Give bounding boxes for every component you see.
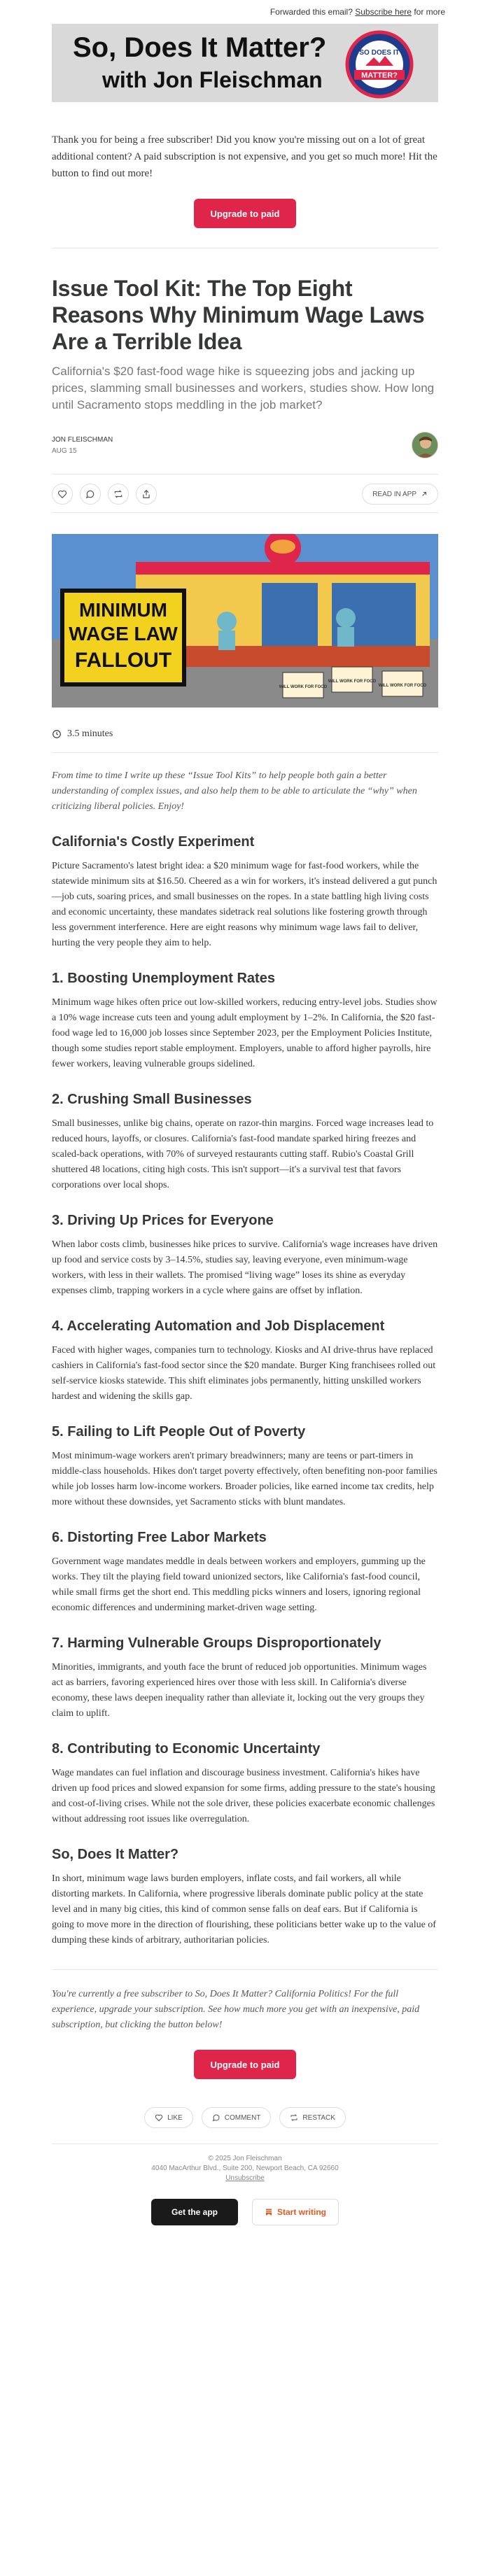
intro-paragraph: Thank you for being a free subscriber! Did you know you're missing out on a lot of great additional content? A paid subscription is not expensive, and you get so much more! Hit the button to find out more!: [52, 134, 438, 179]
heart-icon: [57, 489, 67, 499]
banner-title: So, Does It Matter?: [73, 32, 327, 63]
clock-icon: [52, 729, 62, 739]
forward-suffix: for more: [414, 7, 445, 17]
section-heading: 8. Contributing to Economic Uncertainty: [52, 1741, 321, 1757]
read-in-app-button[interactable]: [362, 484, 438, 505]
hero-sign-line1: MINIMUM: [79, 599, 167, 621]
upgrade-button-bottom[interactable]: Upgrade to paid: [194, 2050, 296, 2079]
section-body: Picture Sacramento's latest bright idea: a $20 minimum wage for fast-food workers, while the statewide minimum sits at $16.50. Cheered as a win for workers, it's instead delivered a gut punch—job cuts, soaring prices, and small businesses on the ropes. In a state battling high living costs and economic uncertainty, these mandates sidetrack real solutions like fostering growth through less government interference. Here are eight reasons why minimum wage laws fail to deliver, hurting the very people they aim to help.: [52, 861, 438, 948]
heart-icon: [155, 2113, 163, 2122]
section-heading: California's Costly Experiment: [52, 834, 255, 850]
start-writing-button[interactable]: [252, 2199, 339, 2225]
section-heading: 5. Failing to Lift People Out of Poverty: [52, 1424, 306, 1440]
lede-paragraph: From time to time I write up these “Issue Tool Kits” to help people both gain a better understanding of complex issues, and also help them to be able to articulate the “why” when criticizing liberal policies. Enjoy!: [52, 770, 417, 812]
divider: [52, 1969, 438, 1970]
forward-bar: [0, 0, 490, 24]
section-body: Government wage mandates meddle in deals between workers and employers, gumming up the works. They tilt the playing field toward unionized sectors, like California's fast-food council, while small firms get the short end. This meddling picks winners and losers, ignoring regional economic differences and undermining market-driven wage setting.: [52, 1556, 426, 1613]
section-body: Most minimum-wage workers aren't primary breadwinners; many are teens or part-timers in middle-class households. Hikes don't target poverty effectively, often benefiting non-poor families while job losses harm low-income workers. Broader policies, like earned income tax credits, help more without these downsides, yet Sacramento sticks with blunt mandates.: [52, 1451, 438, 1507]
hero-sign-line3: FALLOUT: [74, 649, 172, 672]
comment-label: COMMENT: [224, 2113, 261, 2122]
section-heading: 6. Distorting Free Labor Markets: [52, 1530, 267, 1545]
author-avatar-icon: [412, 432, 438, 458]
subscribe-link[interactable]: Subscribe here: [355, 7, 412, 17]
badge-bottom-text: MATTER?: [361, 71, 398, 80]
section-heading: 1. Boosting Unemployment Rates: [52, 971, 275, 986]
restack-icon: [290, 2113, 298, 2122]
hero-sign-line2: WAGE LAW: [69, 623, 178, 645]
forward-text: Forwarded this email?: [270, 7, 353, 17]
bottom-spacer: [52, 2225, 438, 2242]
post-actions-bar: [52, 474, 438, 513]
section-body: Wage mandates can fuel inflation and discourage business investment. California's hikes have driven up food prices and slowed expansion for some firms, adding pressure to the state's housing and cost-of-living crises. While not the sole driver, these policies exacerbate economic challenges without addressing root issues like overregulation.: [52, 1768, 435, 1824]
unsubscribe-link[interactable]: Unsubscribe: [225, 2174, 265, 2182]
section-body: When labor costs climb, businesses hike prices to survive. California's wage increases have driven up food and service costs by 3–14.5%, studies say, leaving everyone, even minimum-wage workers, with less in their wallets. The promised “living wage” loses its shine as everyday expenses climb, trapping workers in a cycle where gains are offset by inflation.: [52, 1239, 438, 1296]
hero-image[interactable]: [52, 534, 438, 708]
section-body: Minorities, immigrants, and youth face the brunt of reduced job opportunities. Minimum wages act as barriers, favoring experienced hires over those with less skill. In California's diverse economy, these laws deepen inequality rather than alleviate it, locking out the very groups they claim to uplift.: [52, 1662, 427, 1719]
section-body: Minimum wage hikes often price out low-skilled workers, reducing entry-level jobs. Studies show a 10% wage increase cuts teen and young adult employment by 1–2%. In California, the $20 fast-food wage led to 16,000 job losses since September 2023, per the Employment Policies Institute, though some studies report stable employment. Employers, unable to afford higher payrolls, hire fewer workers, leaving vulnerable groups sidelined.: [52, 997, 438, 1069]
byline: [52, 429, 438, 460]
start-writing-label: Start writing: [276, 2207, 326, 2217]
footer-restack-button[interactable]: [279, 2107, 346, 2128]
divider: [52, 752, 438, 753]
restack-button[interactable]: [108, 484, 129, 505]
share-button[interactable]: [136, 484, 157, 505]
email-body: [52, 24, 438, 2242]
section-heading: 3. Driving Up Prices for Everyone: [52, 1213, 274, 1228]
post-subtitle: California's $20 fast-food wage hike is squeezing jobs and jacking up prices, slamming small businesses and workers, studies show. How long until Sacramento stops meddling in the job market?: [52, 365, 435, 411]
like-label: LIKE: [167, 2113, 183, 2122]
hero-card-3: WILL WORK FOR FOOD: [378, 684, 427, 688]
article-body: [52, 834, 438, 1948]
copyright: © 2025 Jon Fleischman: [208, 2155, 282, 2162]
restack-label: RESTACK: [302, 2113, 335, 2122]
post-date: AUG 15: [52, 447, 77, 455]
banner-subtitle: with Jon Fleischman: [102, 67, 323, 92]
section-heading: 2. Crushing Small Businesses: [52, 1092, 252, 1107]
comment-icon: [85, 489, 95, 499]
like-button[interactable]: [52, 484, 73, 505]
section-body: Faced with higher wages, companies turn to technology. Kiosks and AI drive-thrus have replaced cashiers in California's fast-food sector since the $20 mandate. Burger King franchisees rolled out self-service kiosks statewide. This shift eliminates jobs permanently, hitting unskilled workers hardest and widening the skills gap.: [52, 1345, 436, 1402]
read-time: [52, 729, 438, 740]
comment-icon: [212, 2113, 220, 2122]
postal-address: 4040 MacArthur Blvd., Suite 200, Newport Beach, CA 92660: [151, 2165, 339, 2172]
section-heading: So, Does It Matter?: [52, 1847, 179, 1862]
app-buttons: [52, 2199, 438, 2225]
outro-paragraph: You're currently a free subscriber to So, Does It Matter? California Politics! For the full experience, upgrade your subscription. See how much more you get with an inexpensive, paid subscription, but clicking the button below!: [52, 1989, 420, 2030]
section-body: Small businesses, unlike big chains, operate on razor-thin margins. Forced wage increases lead to reduced hours, layoffs, or closures. California's fast-food mandate sparked hiring freezes and scaled-back operations, with 70% of surveyed restaurants cutting staff. Rubio's Coastal Grill shuttered 48 locations, citing high costs. This isn't support—it's a survival test that favors corporations over local shops.: [52, 1118, 434, 1190]
badge-top-text: SO DOES IT: [359, 49, 400, 57]
get-app-button[interactable]: Get the app: [151, 2199, 238, 2225]
arrow-up-right-icon: [421, 491, 428, 498]
share-icon: [141, 489, 151, 499]
upgrade-button-top[interactable]: Upgrade to paid: [194, 199, 296, 228]
post-title[interactable]: Issue Tool Kit: The Top Eight Reasons Why Minimum Wage Laws Are a Terrible Idea: [52, 276, 425, 354]
section-heading: 4. Accelerating Automation and Job Displacement: [52, 1318, 385, 1334]
read-time-text: 3.5 minutes: [67, 729, 113, 739]
restack-icon: [113, 489, 123, 499]
comment-button[interactable]: [80, 484, 101, 505]
section-body: In short, minimum wage laws burden employers, inflate costs, and fail workers, all while distorting markets. In California, where progressive liberals dominate public policy at the state level and in many big cities, this kind of common sense falls on deaf ears. But if California is going to move more in the direction of flourishing, these politicians better wake up to the value of dumping these kinds of arbitrary, authoritarian policies.: [52, 1873, 436, 1945]
avatar[interactable]: [412, 432, 438, 458]
author-name[interactable]: JON FLEISCHMAN: [52, 436, 113, 444]
footer-actions: [52, 2107, 438, 2128]
hero-card-2: WILL WORK FOR FOOD: [328, 680, 377, 684]
section-heading: 7. Harming Vulnerable Groups Disproportionately: [52, 1635, 382, 1651]
footer-comment-button[interactable]: [202, 2107, 272, 2128]
footer-like-button[interactable]: [144, 2107, 193, 2128]
hero-card-1: WILL WORK FOR FOOD: [279, 685, 328, 689]
substack-logo-icon: [265, 2208, 273, 2216]
publication-banner[interactable]: [52, 24, 438, 102]
logo-badge-icon: [344, 29, 414, 99]
footer-address: [52, 2154, 438, 2183]
read-in-app-label: READ IN APP: [372, 490, 416, 498]
